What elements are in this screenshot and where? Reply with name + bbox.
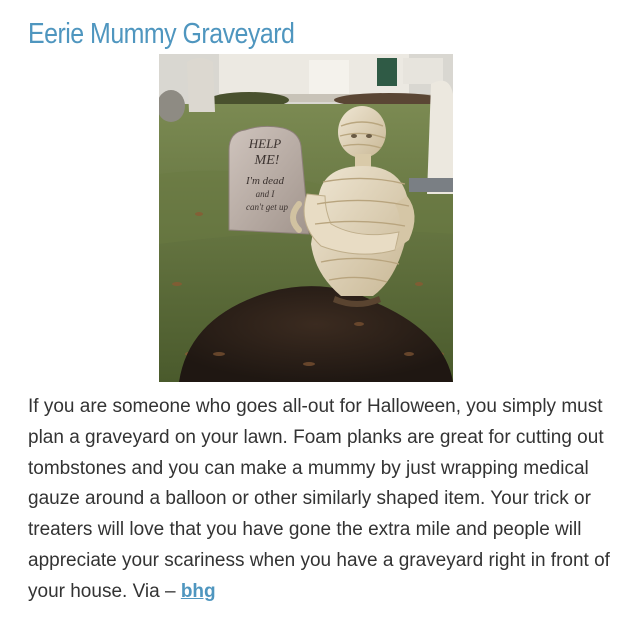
tombstone-text-5: can't get up	[246, 202, 288, 212]
article-body	[28, 392, 616, 608]
tombstone-text-4: and I	[255, 189, 275, 199]
tombstone-text-1: HELP	[248, 136, 282, 151]
via-prefix: Via –	[127, 580, 181, 602]
tombstone-text-2: ME!	[254, 153, 280, 168]
mummy-graveyard-photo	[159, 54, 453, 382]
source-link-bhg[interactable]: bhg	[180, 580, 216, 602]
article-body-text: If you are someone who goes all-out for Halloween, you simply must plan a graveyard on your lawn. Foam planks are great for cutting out tombstones and you can make a mummy by just wrapping medical gauze around a balloon or other similarly shaped item. Your trick or treaters will love that you have gone the extra mile and people will appreciate your scariness when you have a graveyard right in front of your house.	[28, 396, 610, 602]
tombstone-text-3: I'm dead	[245, 175, 285, 187]
article-title: Eerie Mummy Graveyard	[28, 18, 295, 50]
